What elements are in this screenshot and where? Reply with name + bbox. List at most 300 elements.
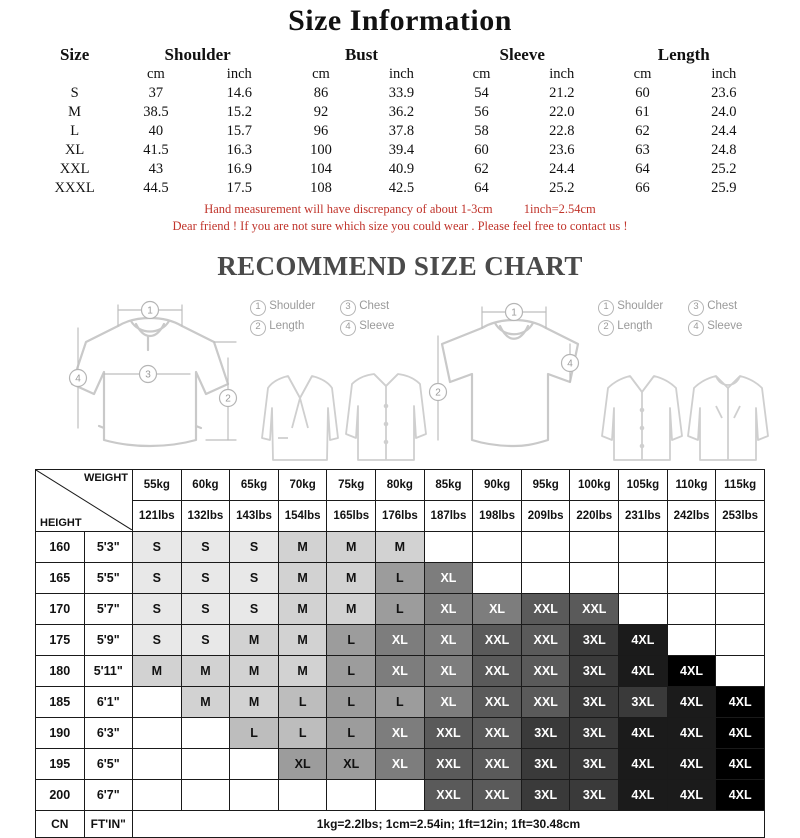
matrix-cell-200-90kg: XXL [473,779,522,810]
matrix-cell-170-85kg: XL [424,593,473,624]
matrix-height-cm-0: 160 [36,531,85,562]
cell-length-cm: 63 [635,142,650,158]
matrix-cell-175-105kg: 4XL [619,624,668,655]
cell-size: XXL [59,161,90,177]
matrix-footer-cn: CN [36,810,85,837]
matrix-cell-190-70kg: L [278,717,327,748]
legend-label-length: Length [269,319,305,332]
matrix-cell-180-85kg: XL [424,655,473,686]
matrix-cell-160-100kg [570,531,619,562]
matrix-cell-190-85kg: XXL [424,717,473,748]
matrix-cell-175-110kg [667,624,716,655]
matrix-weight-lbs-row [36,500,765,531]
table-row [36,624,765,655]
cell-bust-inch: 33.9 [388,85,415,101]
table-row [35,160,765,179]
cell-size: M [68,104,82,120]
matrix-weight-lbs-7: 198lbs [473,500,522,531]
matrix-cell-160-65kg: S [230,531,279,562]
cell-shoulder-cm: 44.5 [143,180,169,196]
legend-number-3: 3 [340,300,356,316]
header-size: Size [59,45,90,64]
matrix-cell-165-80kg: L [376,562,425,593]
header-bust: Bust [344,45,379,64]
cell-sleeve-inch: 21.2 [549,85,575,101]
matrix-cell-185-65kg: M [230,686,279,717]
garment-illustrations [0,288,800,463]
matrix-cell-160-75kg: M [327,531,376,562]
cell-shoulder-inch: 15.2 [226,104,252,120]
matrix-cell-165-110kg [667,562,716,593]
matrix-cell-170-105kg [619,593,668,624]
table-row [36,655,765,686]
legend-left [250,296,424,336]
cell-shoulder-cm: 38.5 [143,104,169,120]
legend-item-chest [340,296,424,316]
cell-length-inch: 24.0 [711,104,737,120]
matrix-cell-185-100kg: 3XL [570,686,619,717]
cell-sleeve-inch: 23.6 [549,142,575,158]
callout-4-left: 4 [75,373,81,385]
cell-length-inch: 24.8 [711,142,737,158]
matrix-cell-185-55kg [133,686,182,717]
matrix-cell-170-70kg: M [278,593,327,624]
matrix-cell-170-55kg: S [133,593,182,624]
cell-bust-inch: 42.5 [388,180,415,196]
callout-1-right: 1 [511,307,517,319]
legend-number-2: 2 [250,320,266,336]
matrix-cell-200-75kg [327,779,376,810]
matrix-cell-180-80kg: XL [376,655,425,686]
unit-length-inch: inch [711,66,737,82]
matrix-cell-170-110kg [667,593,716,624]
matrix-cell-190-100kg: 3XL [570,717,619,748]
matrix-cell-195-80kg: XL [376,748,425,779]
header-shoulder: Shoulder [164,45,231,64]
matrix-cell-160-90kg [473,531,522,562]
cell-shoulder-inch: 16.9 [226,161,252,177]
legend-label-shoulder: Shoulder [269,299,316,312]
matrix-cell-160-85kg [424,531,473,562]
callout-1-left: 1 [147,305,153,317]
matrix-height-ft-6: 6'3" [84,717,133,748]
cell-length-cm: 61 [635,104,650,120]
legend-item-sleeve [340,316,424,336]
unit-length-cm: cm [633,66,652,82]
matrix-cell-170-65kg: S [230,593,279,624]
matrix-cell-185-60kg: M [181,686,230,717]
cell-length-inch: 25.2 [711,161,737,177]
cell-shoulder-inch: 15.7 [226,123,252,139]
matrix-cell-160-55kg: S [133,531,182,562]
matrix-height-ft-4: 5'11" [84,655,133,686]
matrix-height-cm-4: 180 [36,655,85,686]
cell-length-inch: 23.6 [711,85,737,101]
matrix-cell-190-105kg: 4XL [619,717,668,748]
matrix-footer-row [36,810,765,837]
unit-sleeve-cm: cm [472,66,491,82]
cell-bust-inch: 36.2 [388,104,415,120]
matrix-cell-175-95kg: XXL [521,624,570,655]
matrix-cell-180-90kg: XXL [473,655,522,686]
legend-row [250,316,424,336]
legend-item-shoulder [598,296,682,316]
matrix-cell-200-60kg [181,779,230,810]
matrix-cell-200-100kg: 3XL [570,779,619,810]
cell-shoulder-inch: 14.6 [226,85,252,101]
matrix-cell-200-95kg: 3XL [521,779,570,810]
matrix-weight-lbs-10: 231lbs [619,500,668,531]
matrix-cell-170-80kg: L [376,593,425,624]
matrix-height-cm-1: 165 [36,562,85,593]
cell-length-cm: 62 [635,123,650,139]
cell-shoulder-cm: 41.5 [143,142,169,158]
matrix-weight-kg-7: 90kg [473,469,522,500]
matrix-cell-200-115kg: 4XL [716,779,765,810]
matrix-cell-175-75kg: L [327,624,376,655]
matrix-cell-165-85kg: XL [424,562,473,593]
matrix-height-ft-0: 5'3" [84,531,133,562]
matrix-cell-200-70kg [278,779,327,810]
matrix-cell-165-100kg [570,562,619,593]
callout-2-right: 2 [435,387,441,399]
table-row [35,122,765,141]
matrix-weight-lbs-5: 176lbs [376,500,425,531]
matrix-weight-lbs-0: 121lbs [133,500,182,531]
matrix-cell-180-75kg: L [327,655,376,686]
header-length: Length [657,45,710,64]
unit-bust-inch: inch [388,66,414,82]
matrix-cell-165-65kg: S [230,562,279,593]
matrix-cell-195-105kg: 4XL [619,748,668,779]
cell-shoulder-cm: 40 [148,123,164,139]
table-row [36,686,765,717]
unit-shoulder-inch: inch [226,66,252,82]
cell-sleeve-cm: 58 [474,123,489,139]
matrix-cell-165-115kg [716,562,765,593]
matrix-cell-175-85kg: XL [424,624,473,655]
size-table-unit-header-row [35,65,765,84]
cell-sleeve-cm: 62 [474,161,489,177]
table-row [35,141,765,160]
cell-shoulder-inch: 17.5 [226,180,252,196]
matrix-footer-ftin: FT'IN" [84,810,133,837]
legend-number-4: 4 [688,320,704,336]
matrix-weight-kg-0: 55kg [133,469,182,500]
matrix-cell-185-95kg: XXL [521,686,570,717]
matrix-weight-lbs-4: 165lbs [327,500,376,531]
matrix-cell-190-95kg: 3XL [521,717,570,748]
matrix-weight-lbs-6: 187lbs [424,500,473,531]
table-row [36,717,765,748]
matrix-weight-kg-1: 60kg [181,469,230,500]
matrix-cell-185-75kg: L [327,686,376,717]
matrix-cell-165-75kg: M [327,562,376,593]
matrix-cell-160-80kg: M [376,531,425,562]
matrix-weight-lbs-9: 220lbs [570,500,619,531]
matrix-cell-190-65kg: L [230,717,279,748]
legend-row [250,296,424,316]
cell-bust-cm: 96 [313,123,329,139]
matrix-height-ft-5: 6'1" [84,686,133,717]
table-row [35,179,765,198]
cell-bust-cm: 92 [313,104,329,120]
legend-row [598,296,772,316]
matrix-cell-170-100kg: XXL [570,593,619,624]
size-information-table [35,44,765,198]
matrix-height-ft-1: 5'5" [84,562,133,593]
matrix-cell-175-55kg: S [133,624,182,655]
matrix-cell-195-100kg: 3XL [570,748,619,779]
matrix-cell-165-70kg: M [278,562,327,593]
cell-length-cm: 66 [635,180,650,196]
matrix-cell-170-60kg: S [181,593,230,624]
matrix-weight-kg-9: 100kg [570,469,619,500]
callout-4-right: 4 [567,358,573,370]
matrix-cell-160-70kg: M [278,531,327,562]
matrix-weight-kg-8: 95kg [521,469,570,500]
matrix-weight-lbs-1: 132lbs [181,500,230,531]
matrix-cell-195-95kg: 3XL [521,748,570,779]
matrix-cell-190-110kg: 4XL [667,717,716,748]
cell-length-cm: 64 [635,161,650,177]
table-row [36,593,765,624]
matrix-weight-lbs-3: 154lbs [278,500,327,531]
recommend-size-chart-title: RECOMMEND SIZE CHART [217,250,583,281]
matrix-cell-200-80kg [376,779,425,810]
matrix-footer-conversion: 1kg=2.2lbs; 1cm=2.54in; 1ft=12in; 1ft=30.48cm [133,810,765,837]
matrix-height-cm-2: 170 [36,593,85,624]
matrix-weight-lbs-12: 253lbs [716,500,765,531]
matrix-weight-lbs-2: 143lbs [230,500,279,531]
matrix-cell-160-115kg [716,531,765,562]
matrix-height-label: HEIGHT [40,516,82,529]
matrix-cell-175-60kg: S [181,624,230,655]
note-discrepancy: Hand measurement will have discrepancy of about 1-3cm [204,202,493,216]
legend-row [598,316,772,336]
matrix-height-cm-7: 195 [36,748,85,779]
legend-item-sleeve [688,316,772,336]
table-row [35,103,765,122]
matrix-cell-170-115kg [716,593,765,624]
matrix-cell-185-85kg: XL [424,686,473,717]
cell-sleeve-cm: 56 [474,104,489,120]
legend-item-length [598,316,682,336]
matrix-cell-185-110kg: 4XL [667,686,716,717]
table-row [36,562,765,593]
matrix-height-cm-3: 175 [36,624,85,655]
legend-label-sleeve: Sleeve [707,319,743,332]
matrix-height-ft-8: 6'7" [84,779,133,810]
matrix-cell-195-65kg [230,748,279,779]
cell-sleeve-inch: 22.0 [549,104,575,120]
cell-size: S [70,85,79,101]
matrix-weight-kg-12: 115kg [716,469,765,500]
unit-bust-cm: cm [312,66,330,82]
cell-sleeve-inch: 24.4 [549,161,575,177]
matrix-cell-165-60kg: S [181,562,230,593]
cell-length-inch: 25.9 [711,180,737,196]
measurement-notes [0,201,800,235]
legend-number-3: 3 [688,300,704,316]
matrix-cell-180-70kg: M [278,655,327,686]
cell-sleeve-inch: 25.2 [549,180,575,196]
matrix-cell-175-100kg: 3XL [570,624,619,655]
matrix-cell-170-95kg: XXL [521,593,570,624]
matrix-weight-kg-row [36,469,765,500]
matrix-cell-160-60kg: S [181,531,230,562]
height-weight-size-matrix [35,469,765,838]
matrix-height-cm-8: 200 [36,779,85,810]
legend-label-length: Length [617,319,653,332]
matrix-cell-165-90kg [473,562,522,593]
unit-sleeve-inch: inch [549,66,575,82]
cell-bust-inch: 37.8 [388,123,415,139]
matrix-cell-175-90kg: XXL [473,624,522,655]
matrix-cell-185-80kg: L [376,686,425,717]
legend-item-length [250,316,334,336]
matrix-cell-190-90kg: XXL [473,717,522,748]
matrix-cell-190-75kg: L [327,717,376,748]
matrix-cell-200-85kg: XXL [424,779,473,810]
callout-2-left: 2 [225,393,231,405]
matrix-cell-170-75kg: M [327,593,376,624]
legend-label-chest: Chest [707,299,738,312]
matrix-weight-kg-11: 110kg [667,469,716,500]
table-row [36,779,765,810]
matrix-weight-label: WEIGHT [84,471,128,484]
cell-shoulder-cm: 43 [148,161,164,177]
table-row [35,84,765,103]
cell-size: XL [64,142,85,158]
matrix-cell-195-115kg: 4XL [716,748,765,779]
table-row [36,748,765,779]
matrix-cell-185-90kg: XXL [473,686,522,717]
matrix-cell-160-110kg [667,531,716,562]
matrix-weight-kg-2: 65kg [230,469,279,500]
legend-label-sleeve: Sleeve [359,319,395,332]
matrix-cell-185-70kg: L [278,686,327,717]
cell-bust-inch: 39.4 [388,142,415,158]
matrix-cell-180-105kg: 4XL [619,655,668,686]
matrix-cell-180-60kg: M [181,655,230,686]
legend-number-2: 2 [598,320,614,336]
cell-bust-cm: 104 [310,161,332,177]
cell-sleeve-cm: 64 [474,180,489,196]
matrix-cell-195-60kg [181,748,230,779]
cell-sleeve-cm: 54 [474,85,489,101]
matrix-weight-kg-3: 70kg [278,469,327,500]
matrix-cell-185-105kg: 3XL [619,686,668,717]
cell-sleeve-cm: 60 [474,142,489,158]
matrix-cell-195-75kg: XL [327,748,376,779]
size-table-group-header-row [35,44,765,65]
legend-label-shoulder: Shoulder [617,299,664,312]
matrix-cell-160-95kg [521,531,570,562]
matrix-weight-lbs-8: 209lbs [521,500,570,531]
cell-sleeve-inch: 22.8 [549,123,575,139]
matrix-height-ft-3: 5'9" [84,624,133,655]
matrix-cell-165-105kg [619,562,668,593]
matrix-weight-lbs-11: 242lbs [667,500,716,531]
cell-bust-cm: 86 [313,85,329,101]
cell-shoulder-inch: 16.3 [226,142,252,158]
matrix-weight-kg-6: 85kg [424,469,473,500]
matrix-cell-180-95kg: XXL [521,655,570,686]
matrix-cell-165-55kg: S [133,562,182,593]
unit-blank [35,65,114,84]
matrix-cell-180-100kg: 3XL [570,655,619,686]
note-inch-conversion: 1inch=2.54cm [523,202,596,216]
cell-bust-cm: 100 [310,142,332,158]
note-line-2: Dear friend ! If you are not sure which size you could wear . Please feel free to contact us ! [172,218,628,233]
cell-length-cm: 60 [635,85,650,101]
legend-number-4: 4 [340,320,356,336]
matrix-height-cm-6: 190 [36,717,85,748]
matrix-cell-185-115kg: 4XL [716,686,765,717]
cell-size: L [70,123,80,139]
legend-label-chest: Chest [359,299,390,312]
matrix-cell-195-70kg: XL [278,748,327,779]
legend-right [598,296,772,336]
cell-bust-inch: 40.9 [388,161,415,177]
matrix-cell-190-80kg: XL [376,717,425,748]
matrix-cell-200-110kg: 4XL [667,779,716,810]
table-row [36,531,765,562]
matrix-cell-190-55kg [133,717,182,748]
legend-item-chest [688,296,772,316]
matrix-cell-195-90kg: XXL [473,748,522,779]
matrix-cell-200-105kg: 4XL [619,779,668,810]
matrix-corner-cell [36,469,133,531]
legend-number-1: 1 [598,300,614,316]
note-line-1 [0,201,800,218]
matrix-cell-175-65kg: M [230,624,279,655]
cell-length-inch: 24.4 [711,123,737,139]
matrix-cell-195-55kg [133,748,182,779]
legend-number-1: 1 [250,300,266,316]
matrix-cell-180-110kg: 4XL [667,655,716,686]
matrix-cell-175-70kg: M [278,624,327,655]
matrix-cell-160-105kg [619,531,668,562]
header-sleeve: Sleeve [499,45,545,64]
matrix-cell-195-85kg: XXL [424,748,473,779]
matrix-height-ft-7: 6'5" [84,748,133,779]
matrix-cell-175-115kg [716,624,765,655]
callout-3-left: 3 [145,369,151,381]
legend-item-shoulder [250,296,334,316]
cell-shoulder-cm: 37 [148,85,164,101]
matrix-height-cm-5: 185 [36,686,85,717]
matrix-cell-200-65kg [230,779,279,810]
matrix-weight-kg-4: 75kg [327,469,376,500]
matrix-weight-kg-5: 80kg [376,469,425,500]
matrix-cell-195-110kg: 4XL [667,748,716,779]
matrix-cell-180-55kg: M [133,655,182,686]
matrix-height-ft-2: 5'7" [84,593,133,624]
page-title: Size Information [288,4,512,37]
matrix-cell-190-115kg: 4XL [716,717,765,748]
unit-shoulder-cm: cm [147,66,165,82]
cell-size: XXXL [54,180,95,196]
matrix-cell-190-60kg [181,717,230,748]
matrix-weight-kg-10: 105kg [619,469,668,500]
matrix-cell-180-115kg [716,655,765,686]
cell-bust-cm: 108 [310,180,332,196]
matrix-cell-175-80kg: XL [376,624,425,655]
matrix-cell-165-95kg [521,562,570,593]
matrix-cell-180-65kg: M [230,655,279,686]
